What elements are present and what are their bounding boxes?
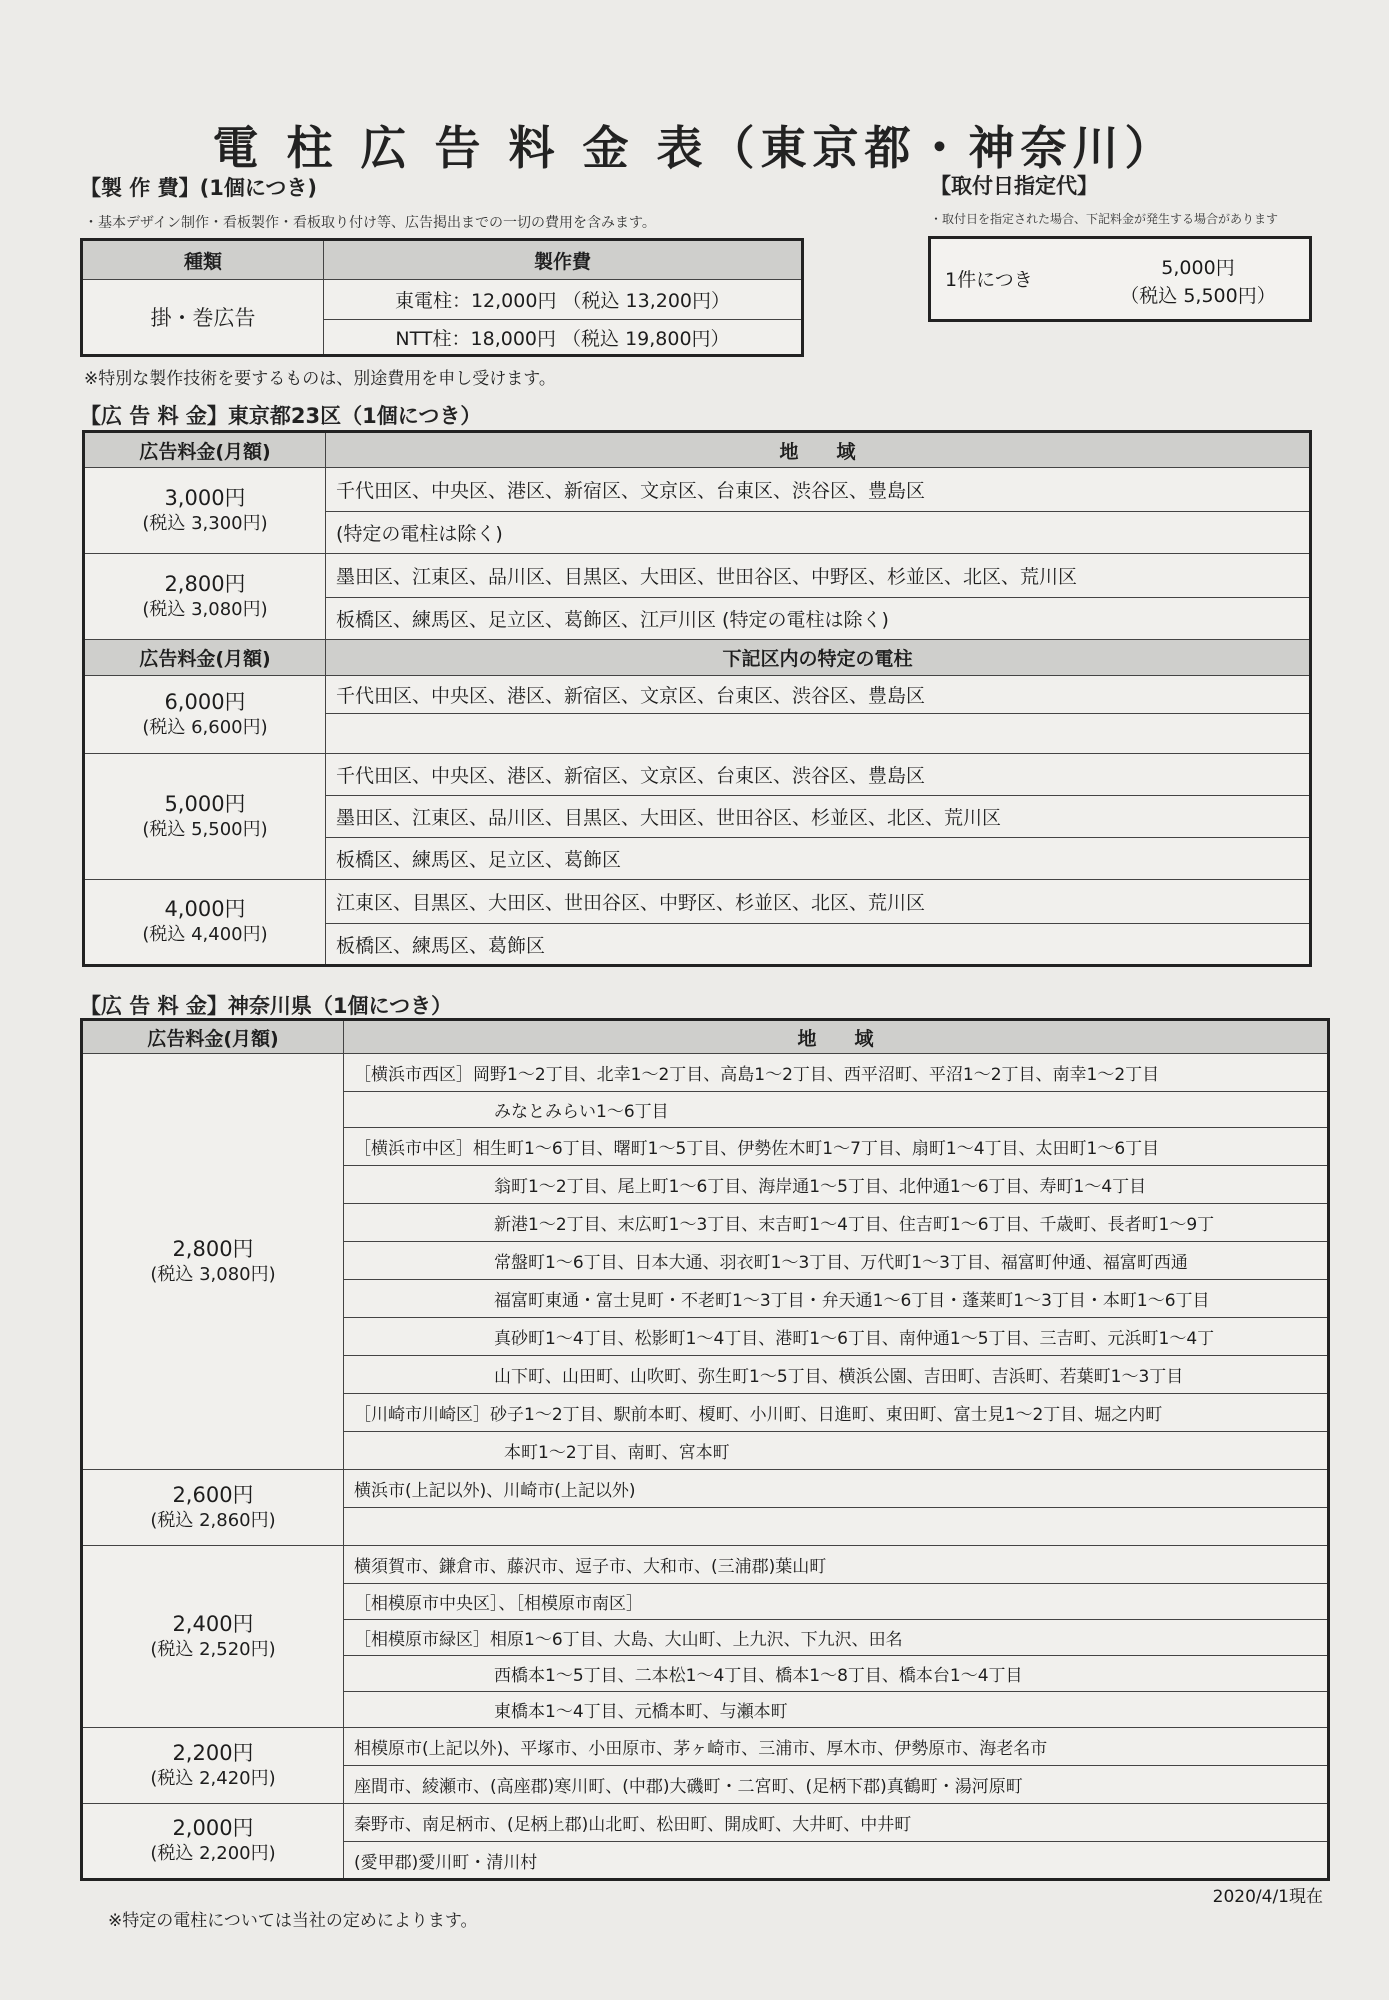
area-line: 相模原市(上記以外)、平塚市、小田原市、茅ヶ崎市、三浦市、厚木市、伊勢原市、海老名市 [344,1728,1329,1766]
tokyo-price-cell [84,554,326,640]
area-line: 新港1～2丁目、末広町1～3丁目、末吉町1～4丁目、住吉町1～6丁目、千歳町、長者町1～9丁 [344,1204,1329,1242]
kanagawa-price-cell [82,1546,344,1728]
production-heading: 【製 作 費】(1個につき) [80,176,318,200]
tokyo-special-price-cell [84,880,326,966]
price-value: 2,800円 [164,571,246,596]
tokyo-col-price-special: 広告料金(月額) [84,640,326,676]
area-line: ［横浜市西区］岡野1～2丁目、北幸1～2丁目、高島1～2丁目、西平沼町、平沼1～2丁目、南幸1～2丁目 [344,1054,1329,1092]
area-line: ［相模原市緑区］相原1～6丁目、大島、大山町、上九沢、下九沢、田名 [344,1620,1329,1656]
install-fee-heading: 【取付日指定代】 [930,174,1098,198]
price-tax: (税込 3,080円) [142,598,268,620]
kanagawa-price-cell [82,1804,344,1880]
price-tax: (税込 2,200円) [150,1843,276,1864]
tokyo-table [82,430,1312,967]
area-line: 秦野市、南足柄市、(足柄上郡)山北町、松田町、開成町、大井町、中井町 [344,1804,1329,1842]
install-fee-label: 1件につき [945,269,1033,291]
price-value: 5,000円 [164,791,246,816]
row-type: 掛・巻広告 [82,280,324,356]
price-tax: (税込 6,600円) [142,716,268,738]
install-fee-note: ・取付日を指定された場合、下記料金が発生する場合があります [930,212,1279,226]
price-value: 2,800円 [172,1236,254,1261]
install-fee-box [928,236,1312,322]
price-value: 6,000円 [164,689,246,714]
area-line: 東橋本1～4丁目、元橋本町、与瀬本町 [344,1692,1329,1728]
area-line: 江東区、目黒区、大田区、世田谷区、中野区、杉並区、北区、荒川区 [326,880,1311,924]
page-title: 電 柱 広 告 料 金 表（東京都・神奈川） [212,121,1177,175]
area-line: 翁町1～2丁目、尾上町1～6丁目、海岸通1～5丁目、北仲通1～6丁目、寿町1～4丁目 [344,1166,1329,1204]
kanagawa-price-cell [82,1054,344,1470]
price-tax: (税込 4,400円) [142,924,268,945]
tokyo-special-price-cell [84,676,326,754]
area-line: (特定の電柱は除く) [326,512,1311,554]
area-line: 山下町、山田町、山吹町、弥生町1～5丁目、横浜公園、吉田町、吉浜町、若葉町1～3丁目 [344,1356,1329,1394]
col-type-header: 種類 [82,240,324,280]
production-note: ・基本デザイン制作・看板製作・看板取り付け等、広告掲出までの一切の費用を含みます。 [84,215,656,231]
price-value: 2,200円 [172,1740,254,1765]
area-line: 墨田区、江東区、品川区、目黒区、大田区、世田谷区、杉並区、北区、荒川区 [326,796,1311,838]
area-line: ［横浜市中区］相生町1～6丁目、曙町1～5丁目、伊勢佐木町1～7丁目、扇町1～4丁目、太田町1～6丁目 [344,1128,1329,1166]
kanagawa-price-cell [82,1470,344,1546]
area-line: 板橋区、練馬区、足立区、葛飾区、江戸川区 (特定の電柱は除く) [326,598,1311,640]
area-line [344,1508,1329,1546]
tokyo-heading: 【広 告 料 金】東京都23区（1個につき） [80,404,482,428]
area-line: 福富町東通・富士見町・不老町1～3丁目・弁天通1～6丁目・蓬莱町1～3丁目・本町1～6丁目 [344,1280,1329,1318]
price-tax: (税込 2,520円) [150,1638,276,1660]
price-tax: (税込 3,300円) [142,512,268,534]
price-value: 2,400円 [172,1611,254,1636]
area-line: ［川崎市川崎区］砂子1～2丁目、駅前本町、榎町、小川町、日進町、東田町、富士見1～2丁目、堀之内町 [344,1394,1329,1432]
col-cost-header: 製作費 [324,240,803,280]
kanagawa-heading: 【広 告 料 金】神奈川県（1個につき） [80,994,453,1018]
price-tax: (税込 3,080円) [150,1263,276,1285]
area-line: 常盤町1～6丁目、日本大通、羽衣町1～3丁目、万代町1～3丁目、福富町仲通、福富町西通 [344,1242,1329,1280]
area-line [326,714,1311,754]
area-line: 千代田区、中央区、港区、新宿区、文京区、台東区、渋谷区、豊島区 [326,676,1311,714]
production-table [80,238,804,357]
price-tax: (税込 5,500円) [142,818,268,840]
price-value: 2,600円 [172,1482,254,1507]
area-line: 本町1～2丁目、南町、宮本町 [344,1432,1329,1470]
install-fee-tax: （税込 5,500円） [1120,285,1276,307]
ntt-cost: NTT柱：18,000円 （税込 19,800円） [324,320,803,356]
tokyo-price-cell [84,468,326,554]
install-fee-price: 5,000円 [1161,257,1235,279]
tokyo-col-area: 地 域 [326,432,1311,468]
area-line: 西橋本1～5丁目、二本松1～4丁目、橋本1～8丁目、橋本台1～4丁目 [344,1656,1329,1692]
kanagawa-table [80,1018,1330,1881]
production-footnote: ※特別な製作技術を要するものは、別途費用を申し受けます。 [84,369,556,389]
area-line: 板橋区、練馬区、足立区、葛飾区 [326,838,1311,880]
as-of-date: 2020/4/1現在 [1212,1887,1323,1907]
area-line: 板橋区、練馬区、葛飾区 [326,924,1311,966]
area-line: 千代田区、中央区、港区、新宿区、文京区、台東区、渋谷区、豊島区 [326,754,1311,796]
area-line: みなとみらい1～6丁目 [344,1092,1329,1128]
kanagawa-col-price: 広告料金(月額) [82,1020,344,1054]
area-line: 横須賀市、鎌倉市、藤沢市、逗子市、大和市、(三浦郡)葉山町 [344,1546,1329,1584]
footer-note: ※特定の電柱については当社の定めによります。 [108,1911,478,1931]
kanagawa-price-cell [82,1728,344,1804]
tepco-cost: 東電柱：12,000円 （税込 13,200円） [324,280,803,320]
price-value: 4,000円 [164,897,246,921]
area-line: 座間市、綾瀬市、(高座郡)寒川町、(中郡)大磯町・二宮町、(足柄下郡)真鶴町・湯河原町 [344,1766,1329,1804]
area-line: 横浜市(上記以外)、川崎市(上記以外) [344,1470,1329,1508]
area-line: 千代田区、中央区、港区、新宿区、文京区、台東区、渋谷区、豊島区 [326,468,1311,512]
area-line: 真砂町1～4丁目、松影町1～4丁目、港町1～6丁目、南仲通1～5丁目、三吉町、元浜町1～4丁 [344,1318,1329,1356]
price-tax: (税込 2,420円) [150,1767,276,1789]
area-line: 墨田区、江東区、品川区、目黒区、大田区、世田谷区、中野区、杉並区、北区、荒川区 [326,554,1311,598]
price-value: 2,000円 [172,1816,254,1840]
area-line: (愛甲郡)愛川町・清川村 [344,1842,1329,1880]
tokyo-special-price-cell [84,754,326,880]
price-value: 3,000円 [164,485,246,510]
tokyo-col-special: 下記区内の特定の電柱 [326,640,1311,676]
tokyo-col-price: 広告料金(月額) [84,432,326,468]
price-tax: (税込 2,860円) [150,1509,276,1531]
kanagawa-col-area: 地 域 [344,1020,1329,1054]
area-line: ［相模原市中央区］、［相模原市南区］ [344,1584,1329,1620]
